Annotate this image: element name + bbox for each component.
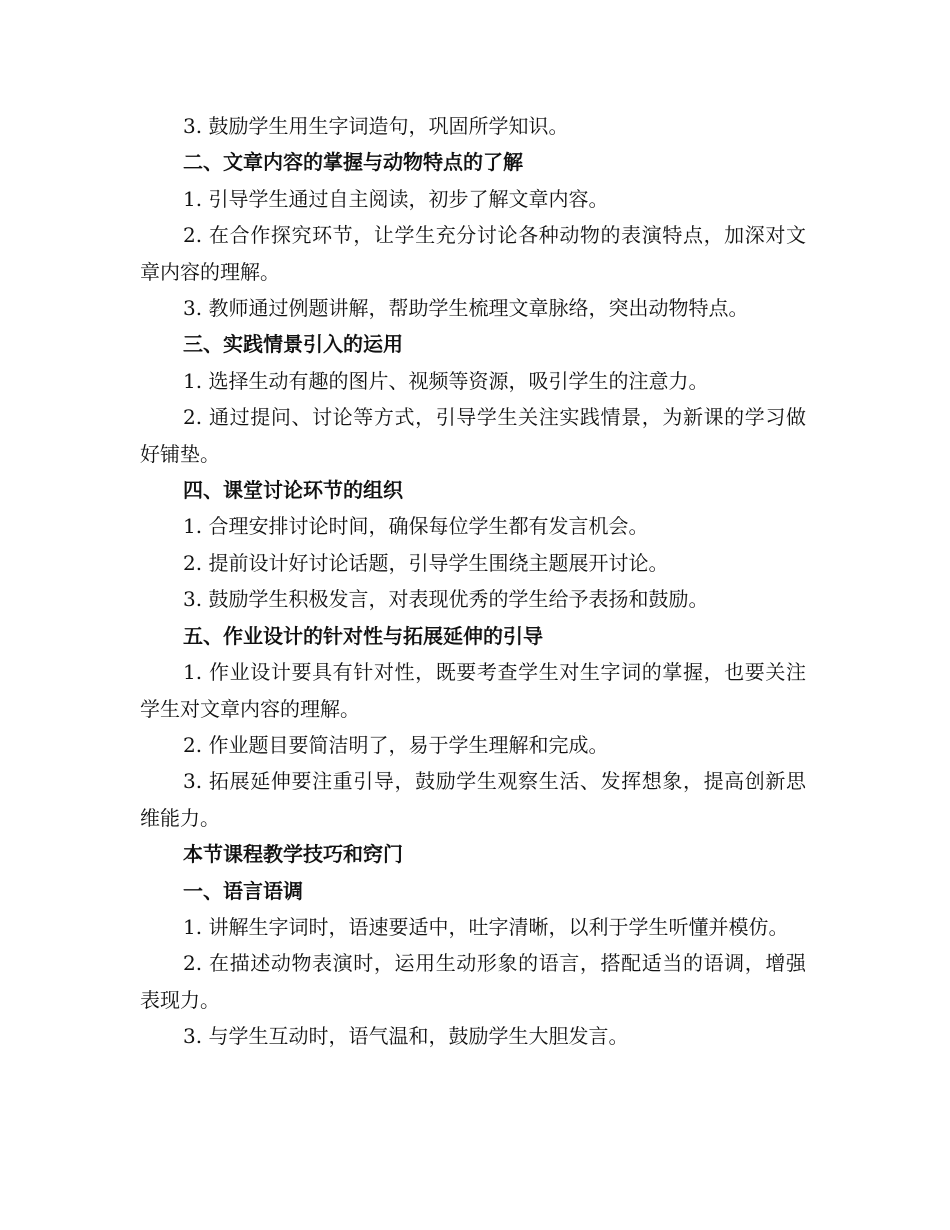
list-item: 2. 通过提问、讨论等方式，引导学生关注实践情景，为新课的学习做好铺垫。 — [140, 405, 806, 466]
list-item: 2. 提前设计好讨论话题，引导学生围绕主题展开讨论。 — [183, 550, 669, 575]
list-item: 3. 教师通过例题讲解，帮助学生梳理文章脉络，突出动物特点。 — [183, 296, 749, 321]
list-item: 3. 鼓励学生积极发言，对表现优秀的学生给予表扬和鼓励。 — [183, 587, 709, 612]
list-item: 2. 在合作探究环节，让学生充分讨论各种动物的表演特点，加深对文章内容的理解。 — [140, 223, 806, 284]
section-heading: 一、语言语调 — [183, 878, 303, 903]
section-heading: 四、课堂讨论环节的组织 — [183, 478, 403, 503]
list-item: 3. 与学生互动时，语气温和，鼓励学生大胆发言。 — [183, 1024, 629, 1049]
list-item: 1. 讲解生字词时，语速要适中，吐字清晰，以利于学生听懂并模仿。 — [183, 914, 789, 939]
section-heading: 二、文章内容的掌握与动物特点的了解 — [183, 150, 523, 175]
list-item: 3. 拓展延伸要注重引导，鼓励学生观察生活、发挥想象，提高创新思维能力。 — [140, 769, 806, 830]
section-heading: 五、作业设计的针对性与拓展延伸的引导 — [183, 623, 543, 648]
list-item: 3. 鼓励学生用生字词造句，巩固所学知识。 — [183, 114, 569, 138]
part-title: 本节课程教学技巧和窍门 — [183, 842, 403, 867]
document-page — [140, 108, 806, 1055]
list-item: 1. 引导学生通过自主阅读，初步了解文章内容。 — [183, 186, 609, 211]
list-item: 1. 选择生动有趣的图片、视频等资源，吸引学生的注意力。 — [183, 368, 709, 393]
section-heading: 三、实践情景引入的运用 — [183, 332, 403, 357]
list-item: 2. 作业题目要简洁明了，易于学生理解和完成。 — [183, 732, 609, 757]
list-item: 2. 在描述动物表演时，运用生动形象的语言，搭配适当的语调，增强表现力。 — [140, 951, 806, 1012]
list-item: 1. 合理安排讨论时间，确保每位学生都有发言机会。 — [183, 514, 649, 539]
list-item: 1. 作业设计要具有针对性，既要考查学生对生字词的掌握，也要关注学生对文章内容的理解。 — [140, 660, 806, 721]
